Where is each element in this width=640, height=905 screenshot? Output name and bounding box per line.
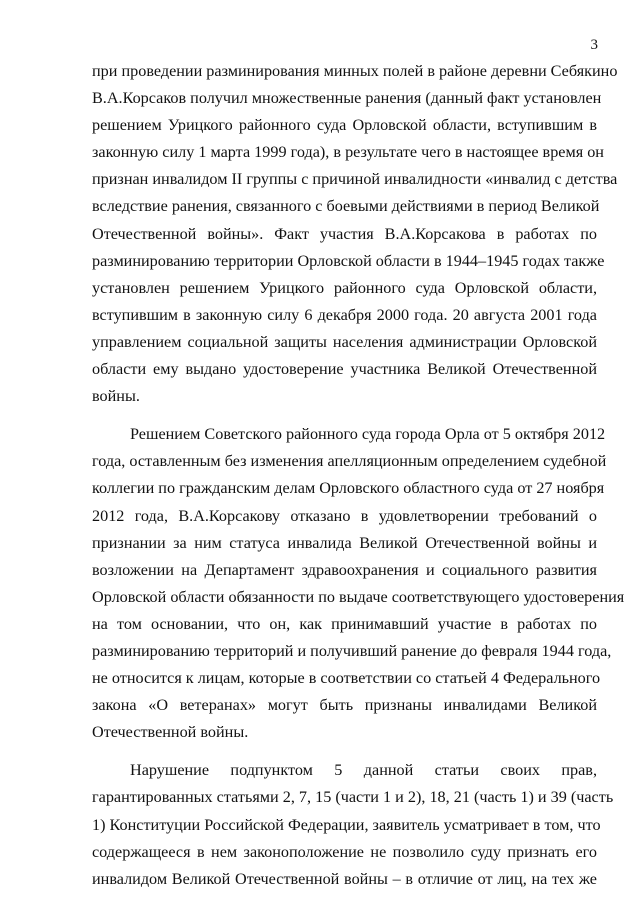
page-number: 3: [590, 37, 598, 53]
paragraph: [92, 757, 614, 892]
text-line: решением Урицкого районного суда Орловской области, вступившим в: [92, 116, 597, 135]
text-line: установлен решением Урицкого районного суда Орловской области,: [92, 278, 597, 297]
text-line: Отечественной войны.: [92, 723, 249, 742]
paragraph: [92, 58, 618, 410]
text-line: на том основании, что он, как принимавший участие в работах по: [92, 614, 597, 633]
text-line: 1) Конституции Российской Федерации, заявитель усматривает в том, что: [92, 815, 601, 834]
text-line: разминированию территории Орловской области в 1944–1945 годах также: [92, 251, 605, 270]
text-line: законную силу 1 марта 1999 года), в результате чего в настоящее время он: [92, 143, 604, 162]
text-line: закона «О ветеранах» могут быть признаны инвалидами Великой: [92, 696, 597, 715]
text-line: признан инвалидом II группы с причиной инвалидности «инвалид с детства: [92, 170, 618, 189]
document-body: [92, 58, 625, 893]
text-line: гарантированных статьями 2, 7, 15 (части 1 и 2), 18, 21 (часть 1) и 39 (часть: [92, 788, 614, 807]
paragraph: [92, 421, 625, 746]
text-line: при проведении разминирования минных полей в районе деревни Себякино: [92, 62, 618, 80]
text-line: 2012 года, В.А.Корсакову отказано в удовлетворении требований о: [92, 506, 597, 525]
text-line: Решением Советского районного суда города Орла от 5 октября 2012: [130, 425, 606, 444]
text-line: Орловской области обязанности по выдаче соответствующего удостоверения: [92, 587, 625, 606]
text-line: области ему выдано удостоверение участника Великой Отечественной: [92, 360, 597, 379]
text-line: признании за ним статуса инвалида Великой Отечественной войны и: [92, 533, 597, 552]
text-line: года, оставленным без изменения апелляционным определением судебной: [92, 452, 607, 471]
text-line: не относится к лицам, которые в соответствии со статьей 4 Федерального: [92, 669, 601, 688]
text-line: войны.: [92, 387, 140, 406]
text-line: возложении на Департамент здравоохранения и социального развития: [92, 560, 597, 579]
text-line: вследствие ранения, связанного с боевыми действиями в период Великой: [92, 197, 600, 216]
text-line: В.А.Корсаков получил множественные ранения (данный факт установлен: [92, 89, 602, 108]
text-line: коллегии по гражданским делам Орловского областного суда от 27 ноября: [92, 479, 605, 498]
text-line: вступившим в законную силу 6 декабря 2000 года. 20 августа 2001 года: [92, 305, 597, 324]
text-line: Отечественной войны». Факт участия В.А.Корсакова в работах по: [92, 224, 597, 243]
text-line: инвалидом Великой Отечественной войны – в отличие от лиц, на тех же: [92, 869, 597, 888]
text-line: управлением социальной защиты населения администрации Орловской: [92, 332, 597, 351]
text-line: Нарушение подпунктом 5 данной статьи своих прав,: [130, 761, 597, 780]
text-line: разминированию территорий и получивший ранение до февраля 1944 года,: [92, 641, 612, 660]
text-line: содержащееся в нем законоположение не позволило суду признать его: [92, 842, 597, 861]
